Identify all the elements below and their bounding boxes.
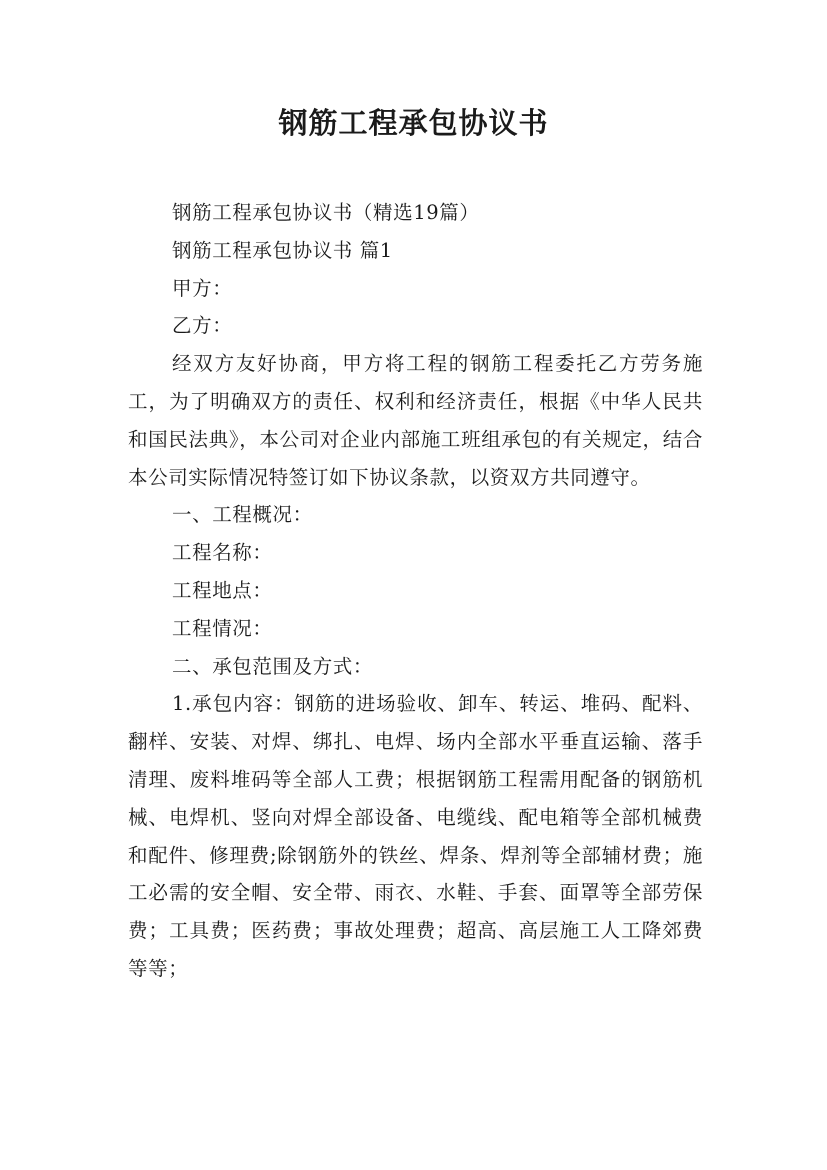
project-name-line: 工程名称： — [172, 541, 273, 565]
scope-content-paragraph: 1.承包内容：钢筋的进场验收、卸车、转运、堆码、配料、翻样、安装、对焊、绑扎、电焊、场内全部水平垂直运输、落手清理、废料堆码等全部人工费；根据钢筋工程需用配备的钢筋机械、电焊机、竖向对焊全部设备、电缆线、配电箱等全部机械费和配件、修理费;除钢筋外的铁丝、焊条、焊剂等全部辅材费；施工必需的安全帽、安全带、雨衣、水鞋、手套、面罩等全部劳保费；工具费；医药费；事故处理费；超高、高层施工人工降郊费等等； — [128, 692, 703, 980]
party-b-line: 乙方： — [172, 314, 233, 338]
document-title: 钢筋工程承包协议书 — [278, 106, 549, 140]
scope-heading: 二、承包范围及方式： — [172, 654, 374, 678]
party-a-line: 甲方： — [172, 276, 233, 300]
intro-paragraph: 经双方友好协商，甲方将工程的钢筋工程委托乙方劳务施工，为了明确双方的责任、权利和经济责任，根据《中华人民共和国民法典》，本公司对企业内部施工班组承包的有关规定，结合本公司实际情况特签订如下协议条款，以资双方共同遵守。 — [128, 352, 703, 489]
project-location-line: 工程地点： — [172, 578, 273, 602]
subtitle-paragraph: 钢筋工程承包协议书（精选19篇） — [172, 201, 480, 224]
section-heading-paragraph: 钢筋工程承包协议书 篇1 — [172, 238, 393, 262]
project-status-line: 工程情况： — [172, 616, 273, 640]
project-overview-heading: 一、工程概况： — [172, 503, 313, 527]
document-body — [128, 194, 703, 988]
